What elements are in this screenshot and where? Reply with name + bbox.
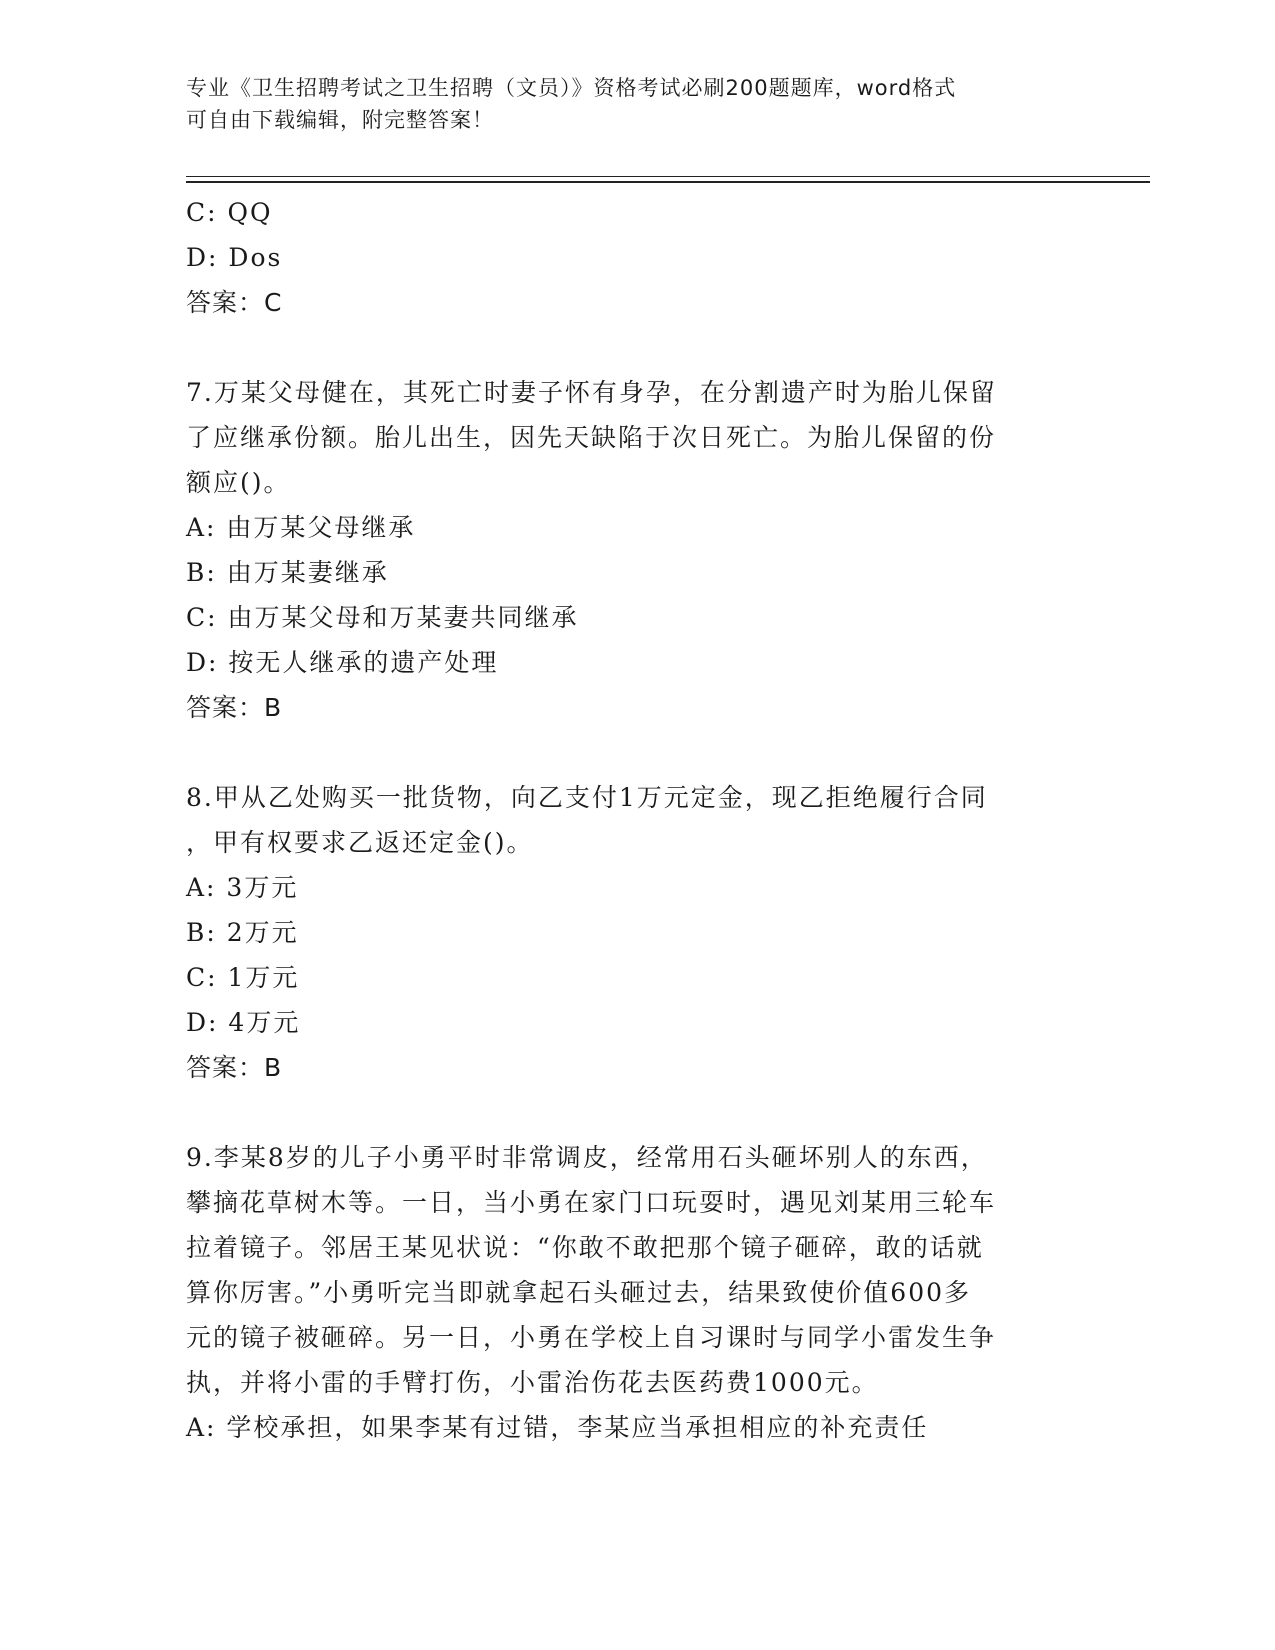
answer: 答案：B — [186, 693, 283, 722]
spacer — [186, 730, 1066, 775]
question-8 — [186, 775, 1066, 1090]
option-c: C: 由万某父母和万某妻共同继承 — [186, 603, 579, 632]
question-stem-line: 8.甲从乙处购买一批货物，向乙支付1万元定金，现乙拒绝履行合同 — [186, 783, 988, 812]
option-d: D: Dos — [186, 243, 283, 272]
header-line-2: 可自由下载编辑，附完整答案！ — [186, 108, 494, 132]
answer: 答案：C — [186, 288, 283, 317]
question-stem-line: 执，并将小雷的手臂打伤，小雷治伤花去医药费1000元。 — [186, 1368, 879, 1397]
question-stem-line: 了应继承份额。胎儿出生，因先天缺陷于次日死亡。为胎儿保留的份 — [186, 423, 997, 452]
option-a: A: 由万某父母继承 — [186, 513, 416, 542]
option-d: D: 4万元 — [186, 1008, 301, 1037]
option-b: B: 2万元 — [186, 918, 299, 947]
header-line-1: 专业《卫生招聘考试之卫生招聘（文员）》资格考试必刷200题题库，word格式 — [186, 76, 957, 100]
option-b: B: 由万某妻继承 — [186, 558, 389, 587]
option-a: A: 学校承担，如果李某有过错，李某应当承担相应的补充责任 — [186, 1413, 929, 1442]
question-9 — [186, 1135, 1066, 1450]
header-rule-thick — [186, 181, 1150, 183]
option-d: D: 按无人继承的遗产处理 — [186, 648, 499, 677]
spacer — [186, 1090, 1066, 1135]
question-stem-line: 算你厉害。”小勇听完当即就拿起石头砸过去，结果致使价值600多 — [186, 1278, 972, 1307]
question-stem-line: 7.万某父母健在，其死亡时妻子怀有身孕，在分割遗产时为胎儿保留 — [186, 378, 997, 407]
question-prev-tail — [186, 190, 1066, 325]
option-c: C: 1万元 — [186, 963, 300, 992]
question-stem-line: ，甲有权要求乙返还定金()。 — [186, 828, 534, 857]
header-rule-thin — [186, 176, 1150, 177]
option-a: A: 3万元 — [186, 873, 299, 902]
option-c: C: QQ — [186, 198, 273, 227]
question-7 — [186, 370, 1066, 730]
document-body — [186, 190, 1066, 1450]
question-stem-line: 额应()。 — [186, 468, 291, 497]
question-stem-line: 攀摘花草树木等。一日，当小勇在家门口玩耍时，遇见刘某用三轮车 — [186, 1188, 997, 1217]
question-stem-line: 拉着镜子。邻居王某见状说：“你敢不敢把那个镜子砸碎，敢的话就 — [186, 1233, 984, 1262]
spacer — [186, 325, 1066, 370]
answer: 答案：B — [186, 1053, 283, 1082]
question-stem-line: 元的镜子被砸碎。另一日，小勇在学校上自习课时与同学小雷发生争 — [186, 1323, 997, 1352]
question-stem-line: 9.李某8岁的儿子小勇平时非常调皮，经常用石头砸坏别人的东西， — [186, 1143, 988, 1172]
document-header — [186, 72, 1066, 136]
